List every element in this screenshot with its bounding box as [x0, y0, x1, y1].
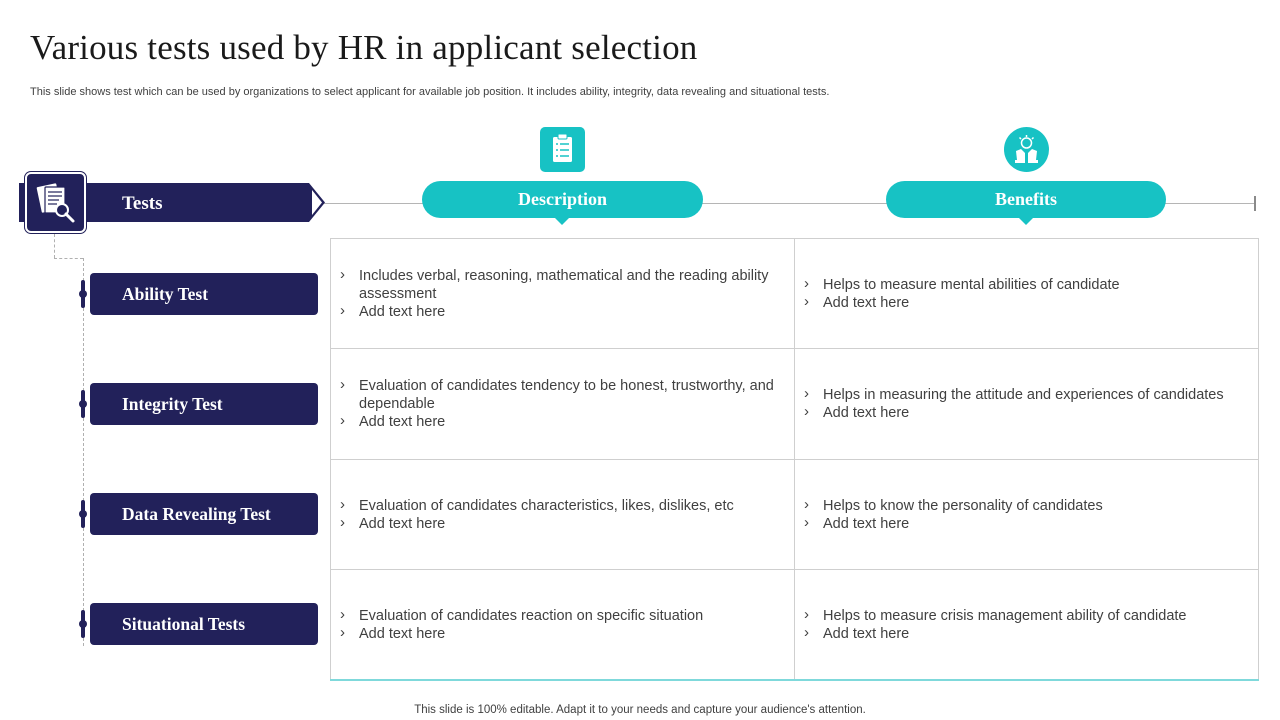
- tests-header-label: Tests: [122, 193, 163, 214]
- benefits-cell: [804, 497, 1249, 533]
- list-item: › Evaluation of candidates reaction on specific situation: [340, 607, 780, 625]
- list-item: › Add text here: [340, 413, 780, 431]
- row-divider: [330, 569, 1259, 570]
- description-cell: [340, 377, 780, 431]
- row-marker-dot: [79, 510, 87, 518]
- list-item: › Add text here: [340, 303, 780, 321]
- page-title: Various tests used by HR in applicant selection: [30, 28, 698, 67]
- description-header: Description: [422, 181, 703, 218]
- list-item: › Add text here: [804, 294, 1249, 312]
- benefits-cell: [804, 607, 1249, 643]
- row-label-situational-tests: Situational Tests: [90, 603, 318, 645]
- header-line-end: [1254, 196, 1256, 211]
- clipboard-checklist-icon: [540, 127, 585, 172]
- row-label-data-revealing-test: Data Revealing Test: [90, 493, 318, 535]
- documents-search-icon: [25, 172, 86, 233]
- list-item: › Add text here: [804, 404, 1249, 422]
- benefits-cell: [804, 386, 1249, 422]
- list-item: › Helps in measuring the attitude and experiences of candidates: [804, 386, 1249, 404]
- row-label-ability-test: Ability Test: [90, 273, 318, 315]
- list-item: › Helps to measure crisis management ability of candidate: [804, 607, 1249, 625]
- list-item: › Includes verbal, reasoning, mathematical and the reading ability assessment: [340, 267, 780, 303]
- benefits-cell: [804, 276, 1249, 312]
- footer-note: This slide is 100% editable. Adapt it to your needs and capture your audience's attention.: [414, 704, 866, 716]
- row-label-integrity-test: Integrity Test: [90, 383, 318, 425]
- list-item: › Add text here: [804, 625, 1249, 643]
- benefits-header-pointer: [1017, 216, 1035, 225]
- list-item: › Add text here: [340, 625, 780, 643]
- row-marker-dot: [79, 620, 87, 628]
- description-cell: [340, 497, 780, 533]
- list-item: › Helps to measure mental abilities of candidate: [804, 276, 1249, 294]
- list-item: › Evaluation of candidates tendency to be honest, trustworthy, and dependable: [340, 377, 780, 413]
- list-item: › Evaluation of candidates characteristics, likes, dislikes, etc: [340, 497, 780, 515]
- connector-line: [54, 234, 55, 258]
- list-item: › Add text here: [804, 515, 1249, 533]
- connector-line: [54, 258, 83, 259]
- row-marker-dot: [79, 400, 87, 408]
- benefits-header: Benefits: [886, 181, 1166, 218]
- row-divider: [330, 348, 1259, 349]
- page-subtitle: This slide shows test which can be used by organizations to select applicant for available job position. It includes ability, integrity, data revealing and situational tests.: [30, 86, 830, 98]
- row-divider: [330, 459, 1259, 460]
- hands-growth-icon: [1004, 127, 1049, 172]
- list-item: › Helps to know the personality of candidates: [804, 497, 1249, 515]
- description-header-pointer: [553, 216, 571, 225]
- description-cell: [340, 607, 780, 643]
- row-marker-dot: [79, 290, 87, 298]
- list-item: › Add text here: [340, 515, 780, 533]
- table-bottom-border: [330, 679, 1259, 681]
- description-cell: [340, 267, 780, 321]
- connector-line: [83, 258, 84, 646]
